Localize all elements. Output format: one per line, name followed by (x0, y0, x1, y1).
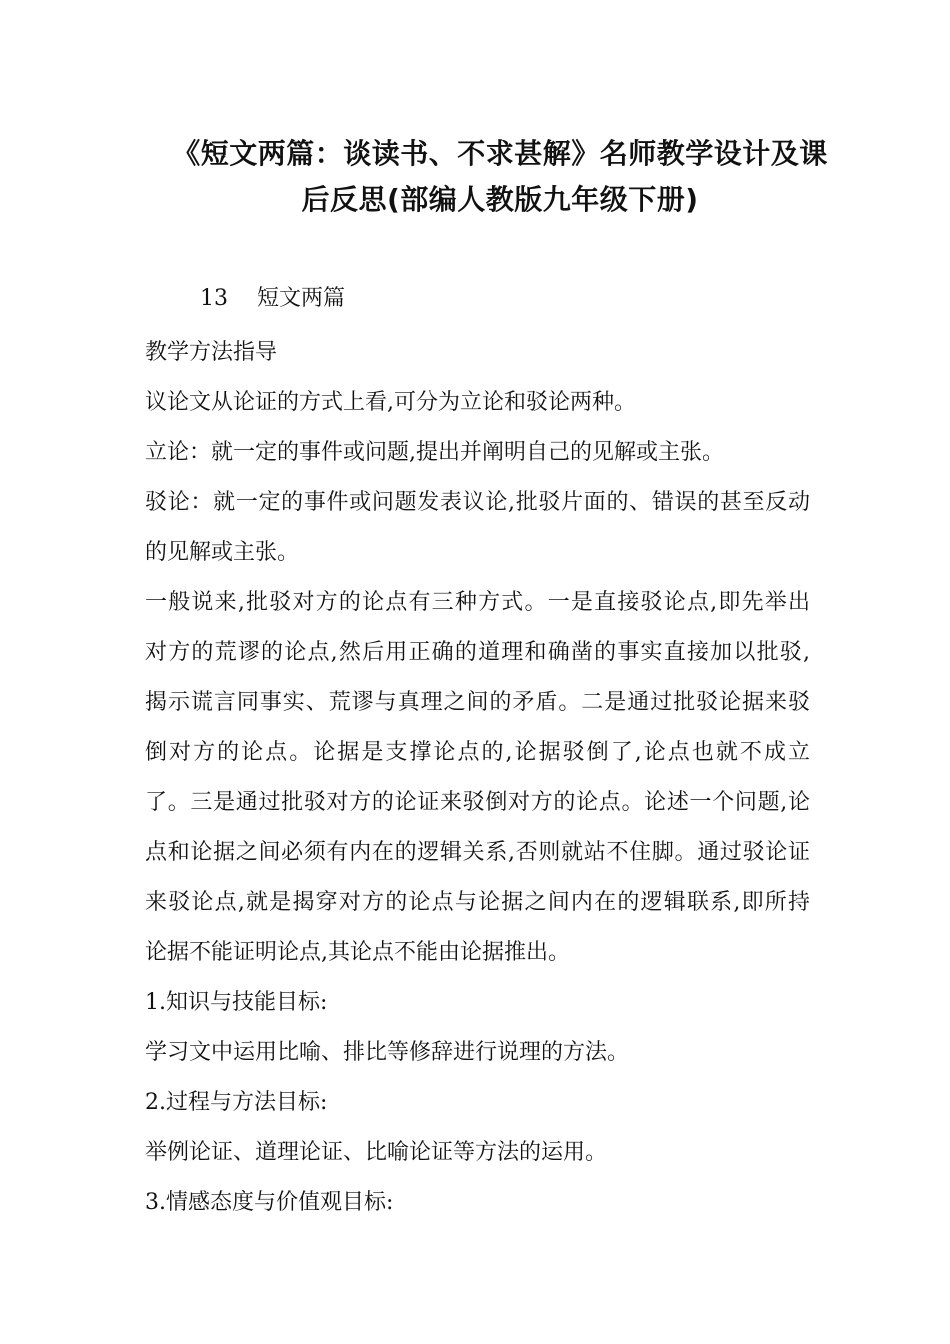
document-title-line-2: 后反思(部编人教版九年级下册) (301, 183, 699, 216)
chapter-title: 短文两篇 (257, 286, 346, 311)
paragraph-line: 倒对方的论点。论据是支撑论点的,论据驳倒了,论点也就不成立 (145, 740, 810, 765)
paragraph-line: 举例论证、道理论证、比喻论证等方法的运用。 (145, 1140, 608, 1165)
chapter-number: 13 (200, 286, 228, 311)
objective-heading-knowledge: 1.知识与技能目标: (145, 990, 328, 1015)
paragraph-line: 学习文中运用比喻、排比等修辞进行说理的方法。 (145, 1040, 630, 1065)
document-title-line-1: 《短文两篇：谈读书、不求甚解》名师教学设计及课 (172, 137, 828, 170)
paragraph-line: 立论：就一定的事件或问题,提出并阐明自己的见解或主张。 (145, 440, 724, 465)
paragraph-line: 对方的荒谬的论点,然后用正确的道理和确凿的事实直接加以批驳, (145, 640, 810, 665)
objective-heading-emotion: 3.情感态度与价值观目标: (145, 1190, 394, 1215)
paragraph-line: 驳论：就一定的事件或问题发表议论,批驳片面的、错误的甚至反动 (145, 490, 810, 515)
section-heading-teaching-method: 教学方法指导 (145, 340, 278, 365)
paragraph-line: 论据不能证明论点,其论点不能由论据推出。 (145, 940, 570, 965)
paragraph-line: 了。三是通过批驳对方的论证来驳倒对方的论点。论述一个问题,论 (145, 790, 810, 815)
chapter-heading (200, 286, 345, 312)
paragraph-line: 议论文从论证的方式上看,可分为立论和驳论两种。 (145, 390, 636, 415)
paragraph-line: 点和论据之间必须有内在的逻辑关系,否则就站不住脚。通过驳论证 (145, 840, 810, 865)
paragraph-line: 一般说来,批驳对方的论点有三种方式。一是直接驳论点,即先举出 (145, 590, 810, 615)
objective-heading-process: 2.过程与方法目标: (145, 1090, 328, 1115)
paragraph-line: 来驳论点,就是揭穿对方的论点与论据之间内在的逻辑联系,即所持 (145, 890, 810, 915)
paragraph-line: 揭示谎言同事实、荒谬与真理之间的矛盾。二是通过批驳论据来驳 (145, 690, 810, 715)
paragraph-line: 的见解或主张。 (145, 540, 300, 565)
